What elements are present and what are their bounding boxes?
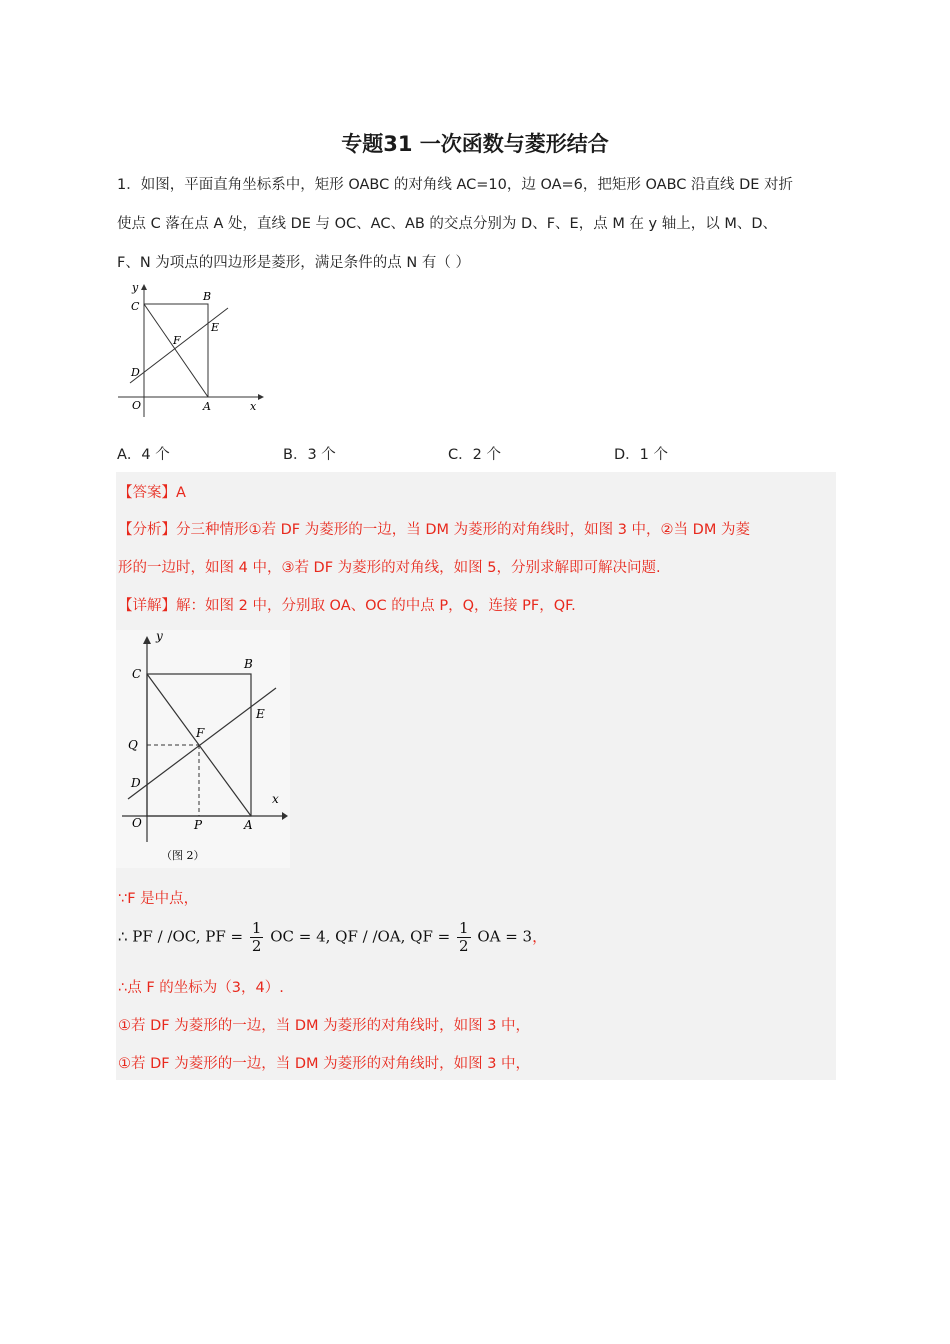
fraction-2-denominator: 2 [458, 937, 469, 955]
detail-line: 【详解】解：如图 2 中，分别取 OA、OC 的中点 P，Q，连接 PF，QF. [118, 598, 576, 614]
option-b: B．3 个 [283, 447, 336, 463]
coord-line: ∴点 F 的坐标为（3，4）. [118, 980, 284, 996]
math-comma: ， [532, 927, 548, 946]
fig2-label-P: P [194, 818, 203, 832]
option-a: A．4 个 [117, 447, 170, 463]
answer-line: 【答案】A [118, 485, 186, 501]
option-d: D．1 个 [614, 447, 668, 463]
fig2-caption: （图 2） [161, 849, 205, 862]
fig1-label-D: D [131, 366, 140, 379]
fraction-2-numerator: 1 [458, 919, 469, 937]
fig2-label-E: E [256, 707, 265, 721]
fig2-label-O: O [132, 816, 142, 830]
fig1-label-O: O [132, 399, 142, 412]
fig1-label-A: A [203, 400, 211, 413]
math-oa: OA = 3 [477, 927, 533, 946]
fig2-label-D: D [131, 776, 141, 790]
fig2-label-y: y [156, 630, 163, 643]
page-title: 专题31 一次函数与菱形结合 [341, 132, 609, 156]
fig1-label-C: C [131, 300, 140, 313]
fig2-label-x: x [272, 792, 279, 806]
math-left: ∴ PF / /OC, PF = [118, 927, 244, 946]
figure-2 [116, 630, 290, 868]
fraction-1 [250, 920, 264, 955]
case-line-1: ①若 DF 为菱形的一边，当 DM 为菱形的对角线时，如图 3 中， [118, 1018, 531, 1034]
fig1-label-y: y [132, 282, 139, 294]
math-line [118, 920, 547, 955]
fig2-label-A: A [244, 818, 253, 832]
figure-1 [110, 282, 270, 417]
fig2-label-C: C [132, 667, 142, 681]
analysis-line-2: 形的一边时，如图 4 中，③若 DF 为菱形的对角线，如图 5，分别求解即可解决问题. [118, 560, 661, 576]
question-line-2: 使点 C 落在点 A 处，直线 DE 与 OC、AC、AB 的交点分别为 D、F、E，点 M 在 y 轴上，以 M、D、 [117, 216, 778, 232]
because-line: ∵F 是中点， [118, 891, 199, 907]
fig1-label-E: E [211, 321, 220, 334]
fig2-label-F: F [196, 726, 205, 740]
question-line-3: F、N 为项点的四边形是菱形，满足条件的点 N 有（ ） [117, 255, 470, 271]
fig1-label-x: x [250, 400, 257, 413]
fig1-label-F: F [173, 334, 181, 347]
option-c: C．2 个 [448, 447, 501, 463]
fraction-2 [457, 920, 471, 955]
fig1-label-B: B [203, 290, 212, 303]
figure-2-box [116, 630, 290, 868]
fig2-label-B: B [244, 657, 253, 671]
fraction-1-numerator: 1 [251, 919, 262, 937]
case-line-2: ①若 DF 为菱形的一边，当 DM 为菱形的对角线时，如图 3 中， [118, 1056, 531, 1072]
question-line-1: 1．如图，平面直角坐标系中，矩形 OABC 的对角线 AC=10，边 OA=6，把矩形 OABC 沿直线 DE 对折 [117, 177, 794, 193]
analysis-line-1: 【分析】分三种情形①若 DF 为菱形的一边，当 DM 为菱形的对角线时，如图 3 中，②当 DM 为菱 [118, 522, 750, 538]
math-oc: OC = 4, QF / /OA, QF = [270, 927, 451, 946]
fig2-label-Q: Q [128, 738, 138, 752]
fraction-1-denominator: 2 [251, 937, 262, 955]
